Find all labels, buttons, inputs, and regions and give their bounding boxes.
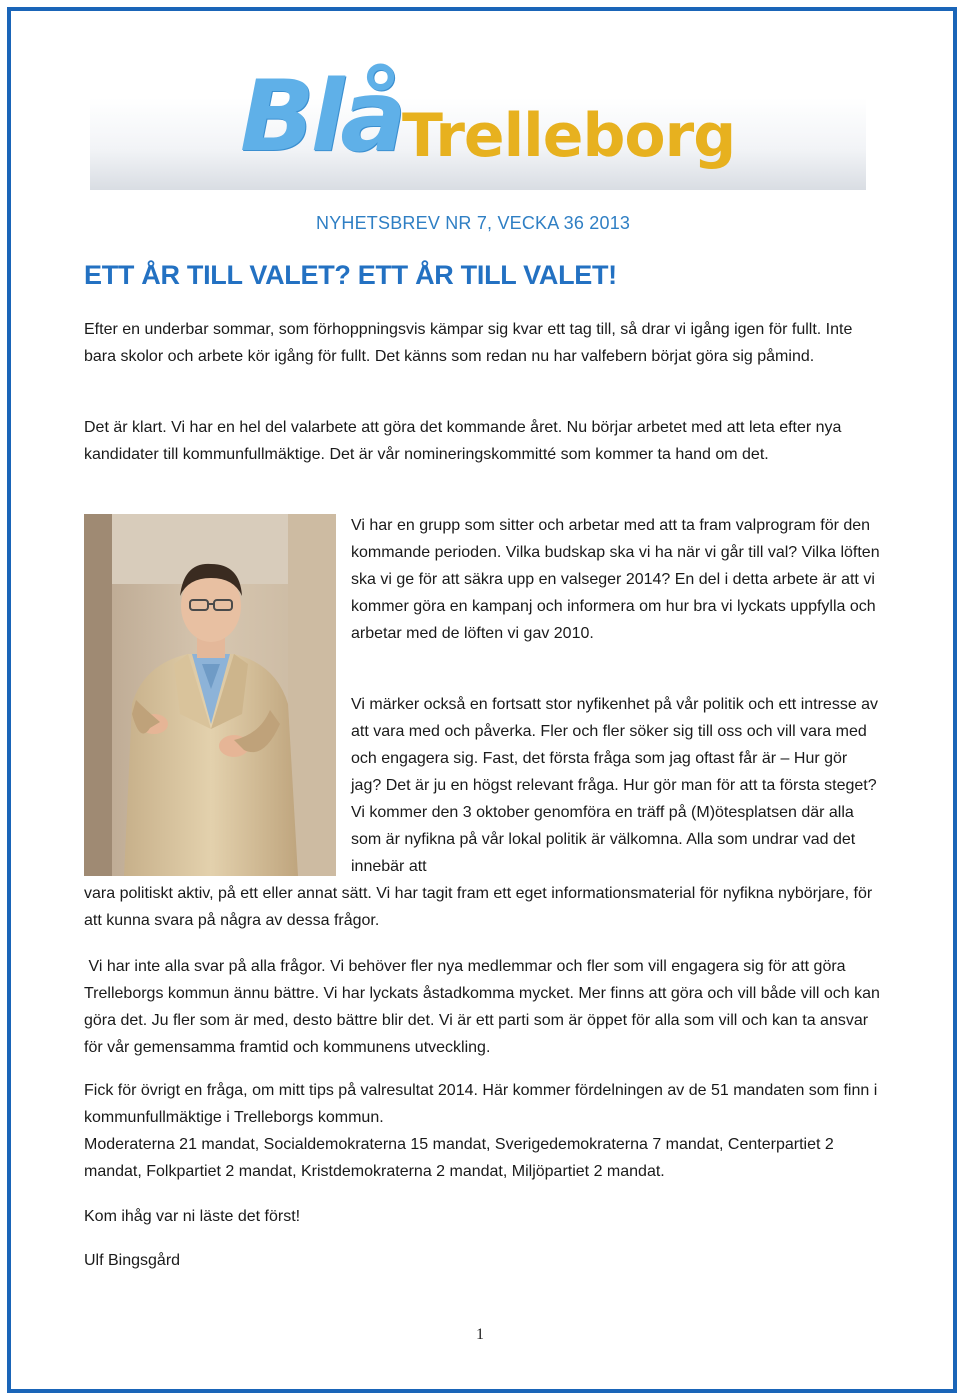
election-tip-distribution: Moderaterna 21 mandat, Socialdemokraterna 15 mandat, Sverigedemokraterna 7 mandat, Centerpartiet 2 mandat, Folkpartiet 2 mandat, Kristdemokraterna 2 mandat, Miljöpartiet 2 mandat. [84, 1136, 834, 1180]
paragraph-interest-continued: vara politiskt aktiv, på ett eller annat sätt. Vi har tagit fram ett eget informationsmaterial för nyfikna nybörjare, för att kunna svara på några av dessa frågor. [84, 885, 873, 929]
logo-trelleborg-text: Trelleborg [402, 101, 736, 171]
paragraph-intro: Efter en underbar sommar, som förhoppningsvis kämpar sig kvar ett tag till, så drar vi igång igen för fullt. Inte bara skolor och arbete kör igång för fullt. Det känns som redan nu har valfebern börjat göra sig påmind. [84, 321, 853, 365]
paragraph-election-tip [84, 1077, 884, 1185]
newsletter-issue: NYHETSBREV NR 7, VECKA 36 2013 [316, 213, 631, 233]
paragraph-program: Vi har en grupp som sitter och arbetar med att ta fram valprogram för den kommande perioden. Vilka budskap ska vi ha när vi går till val? Vilka löften ska vi ge för att säkra upp en valseger 2014? En del i detta arbete är att vi kommer göra en kampanj och informera om hur bra vi lyckats uppfylla och arbetar med de löften vi gav 2010. [351, 517, 880, 642]
election-tip-question: Fick för övrigt en fråga, om mitt tips på valresultat 2014. Här kommer fördelningen av de 51 mandaten som finn i kommunfullmäktige i Trelleborgs kommun. [84, 1082, 878, 1126]
author-photo [84, 514, 336, 876]
closing-remark: Kom ihåg var ni läste det först! [84, 1208, 301, 1225]
author-photo-image [84, 514, 336, 876]
signature: Ulf Bingsgård [84, 1252, 181, 1269]
paragraph-election-work: Det är klart. Vi har en hel del valarbete att göra det kommande året. Nu börjar arbetet med att leta efter nya kandidater till kommunfullmäktige. Det är vår nomineringskommitté som kommer ta hand om det. [84, 419, 842, 463]
main-heading: ETT ÅR TILL VALET? ETT ÅR TILL VALET! [84, 260, 617, 290]
paragraph-interest: Vi märker också en fortsatt stor nyfikenhet på vår politik och ett intresse av att vara med och påverka. Fler och fler söker sig till oss och vill vara med och engagera sig. Fast, det första fråga som jag oftast får är – Hur gör jag? Det är ju en högst relevant fråga. Hur gör man för att ta första steget? Vi kommer den 3 oktober genomföra en träff på (M)ötesplatsen där alla som är nyfikna på vår lokal politik är välkomna. Alla som undrar vad det innebär att [351, 696, 879, 875]
logo-bla-text: Blå [240, 60, 403, 174]
page-number: 1 [476, 1326, 484, 1343]
paragraph-members: Vi har inte alla svar på alla frågor. Vi behöver fler nya medlemmar och fler som vill engagera sig för att göra Trelleborgs kommun ännu bättre. Vi har lyckats åstadkomma mycket. Mer finns att göra och vill både vill och kan göra det. Ju fler som är med, desto bättre blir det. Vi är ett parti som är öppet för alla som vill och kan ta ansvar för vår gemensamma framtid och kommunens utveckling. [84, 958, 885, 1056]
